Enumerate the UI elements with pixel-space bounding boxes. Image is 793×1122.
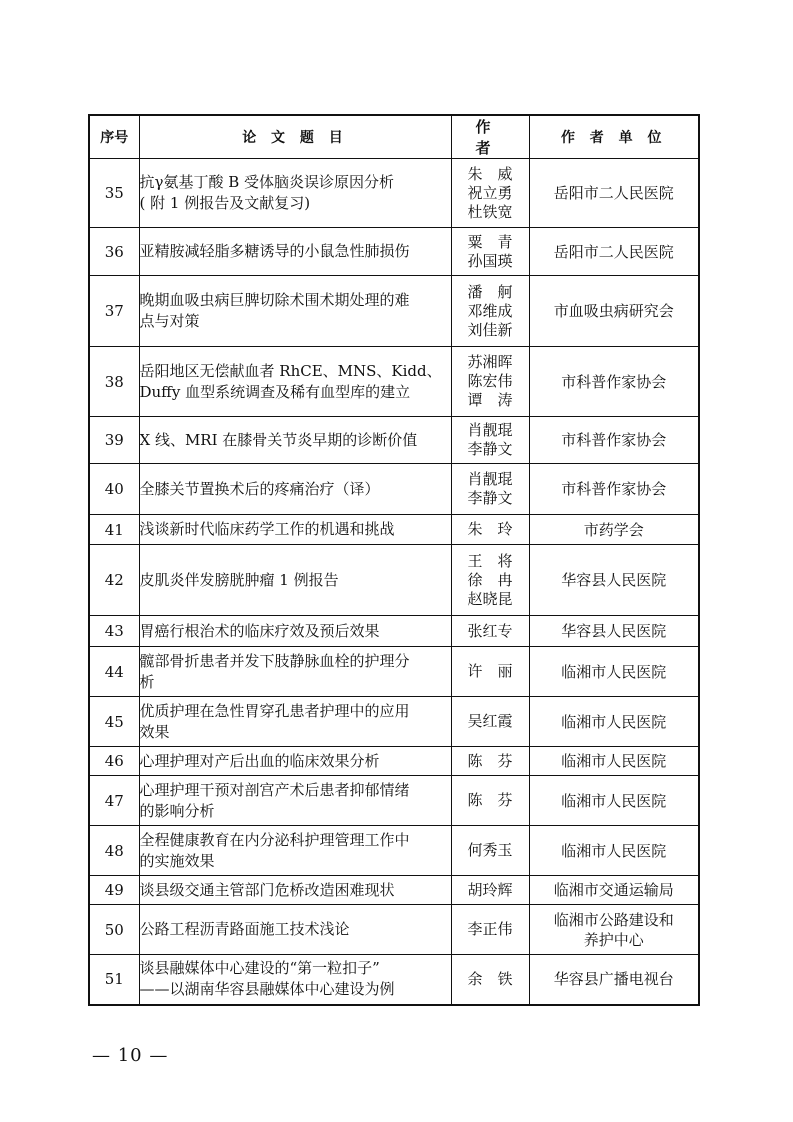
author-name: 余 铁: [467, 969, 513, 988]
unit-line: 岳阳市二人民医院: [553, 242, 674, 261]
row-number: 40: [89, 464, 139, 515]
unit-cell: [529, 228, 699, 276]
unit-line: 华容县人民医院: [561, 571, 667, 589]
title-line: 谈县融媒体中心建设的“第一粒扣子”: [139, 959, 380, 978]
authors-cell: [451, 747, 529, 776]
table-row: [89, 697, 699, 747]
row-number: 37: [89, 276, 139, 347]
table-row: [89, 747, 699, 776]
unit-line: 市科普作家协会: [561, 431, 667, 449]
table-row: [89, 515, 699, 545]
header-num: 序号: [89, 115, 139, 159]
table-row: [89, 159, 699, 228]
author-name: 徐 冉: [467, 570, 513, 589]
title-cell: [139, 955, 451, 1005]
author-name: 王 将: [467, 551, 513, 570]
authors-cell: [451, 697, 529, 747]
row-number: 36: [89, 228, 139, 276]
authors-cell: [451, 955, 529, 1005]
title-line: 点与对策: [139, 312, 200, 330]
row-number: 35: [89, 159, 139, 228]
unit-cell: [529, 159, 699, 228]
header-title: 论 文 题 目: [139, 115, 451, 159]
author-name: 李静文: [467, 489, 513, 507]
title-cell: [139, 905, 451, 955]
unit-cell: [529, 545, 699, 616]
row-number: 48: [89, 826, 139, 876]
title-line: 谈县级交通主管部门危桥改造困难现状: [139, 880, 395, 899]
row-number: 38: [89, 347, 139, 417]
unit-line: 市血吸虫病研究会: [553, 302, 674, 320]
unit-line: 华容县人民医院: [561, 622, 667, 640]
author-name: 何秀玉: [467, 841, 513, 859]
unit-cell: [529, 647, 699, 697]
title-cell: [139, 616, 451, 647]
author-name: 肖靓琨: [467, 421, 513, 439]
author-name: 李正伟: [467, 920, 513, 938]
title-line: 全程健康教育在内分泌科护理管理工作中: [139, 830, 410, 849]
authors-cell: [451, 515, 529, 545]
title-line: 的影响分析: [139, 801, 215, 820]
title-cell: [139, 545, 451, 616]
authors-cell: [451, 647, 529, 697]
unit-cell: [529, 955, 699, 1005]
table-row: [89, 417, 699, 464]
unit-cell: [529, 826, 699, 876]
title-line: 髋部骨折患者并发下肢静脉血栓的护理分: [139, 651, 410, 670]
author-name: 刘佳新: [467, 320, 513, 339]
author-name: 苏湘晖: [467, 353, 513, 371]
title-cell: [139, 515, 451, 545]
author-name: 许 丽: [467, 662, 513, 680]
title-cell: [139, 647, 451, 697]
row-number: 49: [89, 876, 139, 905]
header-author: 作 者: [451, 115, 529, 159]
author-name: 肖靓琨: [467, 470, 513, 488]
unit-line: 临湘市交通运输局: [553, 881, 674, 899]
author-name: 谭 涛: [467, 391, 513, 409]
title-line: 公路工程沥青路面施工技术浅论: [139, 920, 350, 938]
title-line: 晚期血吸虫病巨脾切除术围术期处理的难: [139, 291, 410, 309]
title-line: 抗γ氨基丁酸 B 受体脑炎误诊原因分析: [139, 173, 395, 191]
unit-cell: [529, 464, 699, 515]
title-cell: [139, 417, 451, 464]
table-row: [89, 876, 699, 905]
row-number: 51: [89, 955, 139, 1005]
table-row: [89, 905, 699, 955]
row-number: 41: [89, 515, 139, 545]
unit-line: 临湘市人民医院: [561, 791, 667, 810]
title-line: 皮肌炎伴发膀胱肿瘤 1 例报告: [139, 570, 339, 589]
author-name: 邓维成: [467, 301, 513, 320]
unit-cell: [529, 347, 699, 417]
unit-line: 临湘市人民医院: [561, 712, 667, 731]
authors-cell: [451, 616, 529, 647]
title-line: ( 附 1 例报告及文献复习): [139, 194, 311, 212]
title-cell: [139, 228, 451, 276]
authors-cell: [451, 464, 529, 515]
authors-cell: [451, 276, 529, 347]
row-number: 47: [89, 776, 139, 826]
authors-cell: [451, 826, 529, 876]
row-number: 50: [89, 905, 139, 955]
title-cell: [139, 747, 451, 776]
table-row: [89, 545, 699, 616]
row-number: 42: [89, 545, 139, 616]
header-row: [89, 115, 699, 159]
author-name: 潘 舸: [467, 282, 513, 301]
table-row: [89, 347, 699, 417]
title-cell: [139, 159, 451, 228]
author-name: 胡玲辉: [467, 880, 513, 899]
table-row: [89, 955, 699, 1005]
table-row: [89, 228, 699, 276]
unit-cell: [529, 276, 699, 347]
author-name: 粟 青: [467, 232, 513, 251]
papers-table: [88, 114, 700, 1006]
unit-line: 养护中心: [583, 930, 644, 949]
table-body: [89, 159, 699, 1005]
unit-line: 市科普作家协会: [561, 372, 667, 391]
title-cell: [139, 826, 451, 876]
title-cell: [139, 876, 451, 905]
author-name: 张红专: [467, 621, 513, 640]
unit-line: 岳阳市二人民医院: [553, 184, 674, 202]
title-line: 效果: [139, 722, 170, 741]
row-number: 39: [89, 417, 139, 464]
unit-line: 临湘市人民医院: [561, 841, 667, 860]
title-line: 的实施效果: [139, 851, 215, 870]
table-row: [89, 276, 699, 347]
title-line: ——以湖南华容县融媒体中心建设为例: [139, 980, 395, 999]
title-line: 亚精胺减轻脂多糖诱导的小鼠急性肺损伤: [139, 242, 410, 260]
unit-cell: [529, 876, 699, 905]
header-unit: 作 者 单 位: [529, 115, 699, 159]
unit-line: 华容县广播电视台: [553, 970, 674, 989]
title-line: 全膝关节置换术后的疼痛治疗（译）: [139, 479, 380, 498]
unit-cell: [529, 776, 699, 826]
author-name: 吴红霞: [467, 712, 513, 730]
unit-cell: [529, 616, 699, 647]
unit-cell: [529, 905, 699, 955]
title-line: 心理护理对产后出血的临床效果分析: [139, 751, 380, 770]
table-row: [89, 826, 699, 876]
author-name: 陈宏伟: [467, 372, 513, 390]
title-line: 心理护理干预对剖宫产术后患者抑郁情绪: [139, 780, 410, 799]
unit-line: 临湘市人民医院: [561, 662, 667, 681]
unit-line: 临湘市公路建设和: [553, 910, 674, 929]
title-line: 胃癌行根治术的临床疗效及预后效果: [139, 621, 380, 640]
authors-cell: [451, 876, 529, 905]
unit-cell: [529, 417, 699, 464]
title-line: 优质护理在急性胃穿孔患者护理中的应用: [139, 701, 410, 720]
title-cell: [139, 276, 451, 347]
table-row: [89, 464, 699, 515]
row-number: 44: [89, 647, 139, 697]
author-name: 朱 玲: [467, 520, 513, 538]
author-name: 杜铁宽: [467, 202, 513, 221]
unit-cell: [529, 747, 699, 776]
title-line: 析: [139, 672, 155, 691]
row-number: 43: [89, 616, 139, 647]
author-name: 朱 威: [467, 164, 513, 183]
title-line: 岳阳地区无偿献血者 RhCE、MNS、Kidd、: [139, 361, 442, 380]
title-cell: [139, 697, 451, 747]
row-number: 46: [89, 747, 139, 776]
authors-cell: [451, 347, 529, 417]
title-cell: [139, 347, 451, 417]
title-cell: [139, 776, 451, 826]
authors-cell: [451, 417, 529, 464]
table-row: [89, 647, 699, 697]
table-row: [89, 616, 699, 647]
table-row: [89, 776, 699, 826]
title-line: X 线、MRI 在膝骨关节炎早期的诊断价值: [139, 430, 418, 449]
page-number: — 10 —: [92, 1045, 169, 1066]
author-name: 陈 芬: [467, 751, 513, 770]
unit-line: 市科普作家协会: [561, 480, 667, 498]
unit-line: 市药学会: [583, 520, 644, 539]
author-name: 孙国瑛: [467, 251, 513, 270]
title-cell: [139, 464, 451, 515]
unit-cell: [529, 697, 699, 747]
author-name: 祝立勇: [467, 183, 513, 202]
author-name: 赵晓昆: [467, 589, 513, 608]
title-line: Duffy 血型系统调查及稀有血型库的建立: [139, 382, 411, 401]
authors-cell: [451, 159, 529, 228]
title-line: 浅谈新时代临床药学工作的机遇和挑战: [139, 520, 395, 538]
author-name: 陈 芬: [467, 791, 513, 809]
author-name: 李静文: [467, 440, 513, 458]
unit-cell: [529, 515, 699, 545]
authors-cell: [451, 905, 529, 955]
authors-cell: [451, 228, 529, 276]
row-number: 45: [89, 697, 139, 747]
authors-cell: [451, 545, 529, 616]
unit-line: 临湘市人民医院: [561, 752, 667, 770]
authors-cell: [451, 776, 529, 826]
